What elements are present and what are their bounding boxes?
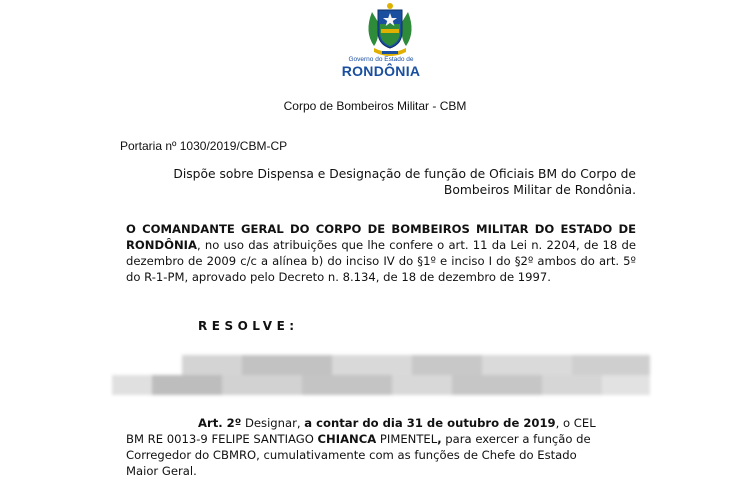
- resolve-heading: RESOLVE:: [198, 319, 299, 333]
- article-2-line: Art. 2º Designar, a contar do dia 31 de outubro de 2019, o CEL: [198, 416, 596, 430]
- preamble-text: , no uso das atribuições que lhe confere o art. 11 da Lei n. 2204, de 18 de dezembro de 2009 c/c a alínea b) do inciso IV do §1º e inciso I do §2º ambos do art. 5º do R-1-PM, aprovado pelo Decreto n. 8.134, de 18 de dezembro de 1997.: [126, 238, 636, 284]
- ementa: [160, 166, 636, 198]
- article-2-paragraph: [126, 415, 636, 479]
- ementa-line: Dispõe sobre Dispensa e Designação de função de Oficiais BM do Corpo de: [173, 167, 636, 181]
- article-2-line: Maior Geral.: [126, 464, 197, 478]
- article-2-line: BM RE 0013-9 FELIPE SANTIAGO CHIANCA PIMENTEL, para exercer a função de: [126, 432, 591, 446]
- organization-title: Corpo de Bombeiros Militar - CBM: [283, 99, 467, 113]
- ementa-line: Bombeiros Militar de Rondônia.: [443, 183, 636, 197]
- rondonia-coat-of-arms-logo: [350, 2, 430, 64]
- portaria-number: Portaria nº 1030/2019/CBM-CP: [120, 139, 288, 153]
- preamble-paragraph: [126, 221, 636, 285]
- article-2-line: Corregedor do CBMRO, cumulativamente com as funções de Chefe do Estado: [126, 448, 577, 462]
- redacted-article-1: [112, 355, 650, 395]
- state-brand-name: RONDÔNIA: [341, 63, 421, 79]
- government-label: Governo do Estado de: [348, 56, 414, 63]
- preamble-authority: O COMANDANTE GERAL DO CORPO DE BOMBEIROS MILITAR DO ESTADO DE RONDÔNIA: [126, 222, 636, 252]
- article-2-label: Art. 2º: [198, 416, 242, 430]
